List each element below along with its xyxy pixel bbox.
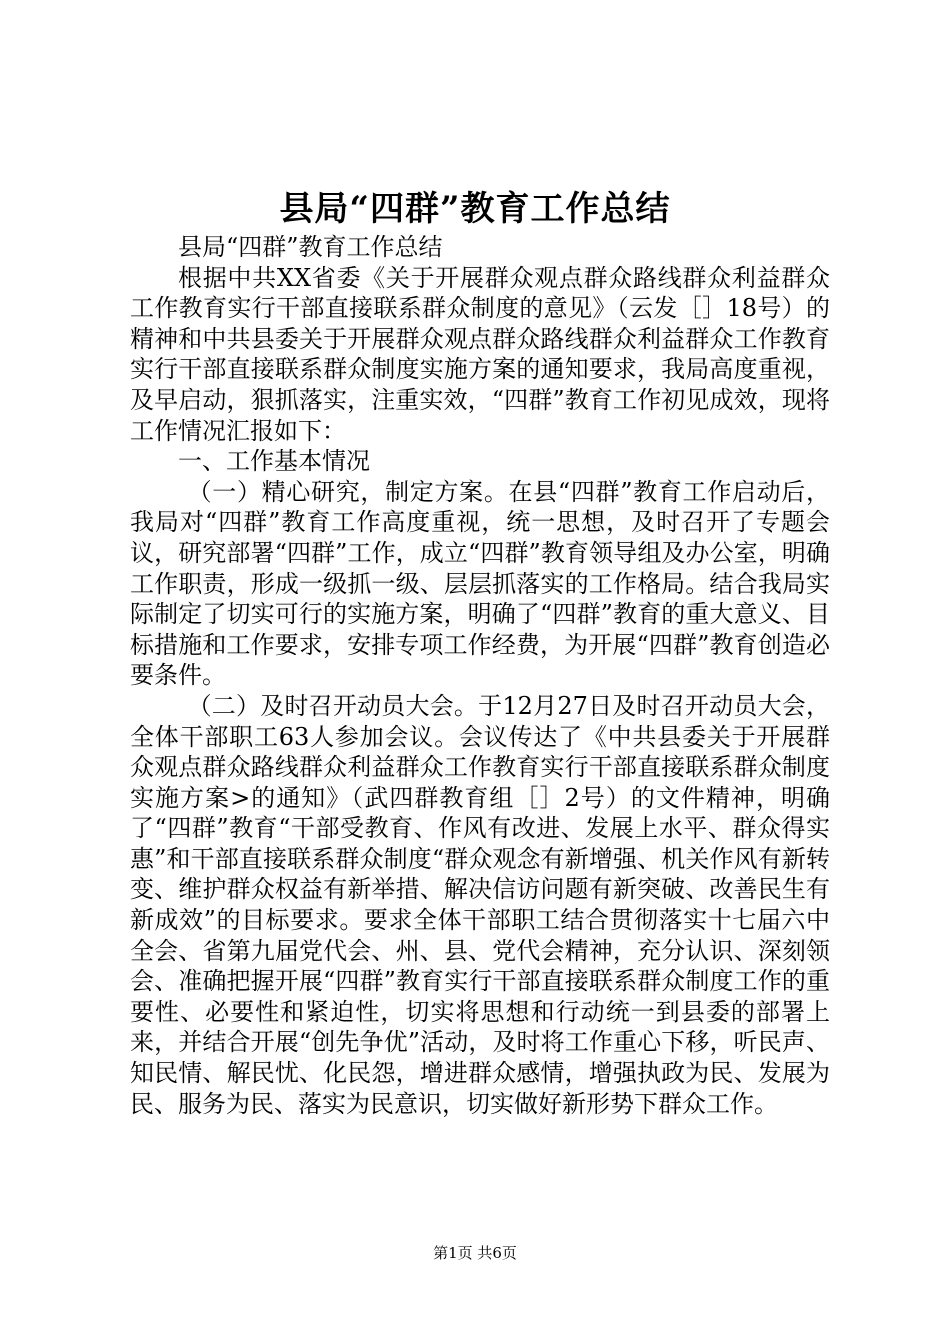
paragraph-item-2: （二）及时召开动员大会。于12月27日及时召开动员大会，全体干部职工63人参加会议。会议传达了《中共县委关于开展群众观点群众路线群众利益群众工作教育实行干部直接联系群众制度实施方案>的通知》（武四群教育组［］2号）的文件精神，明确了“四群”教育“干部受教育、作风有改进、发展上水平、群众得实惠”和干部直接联系群众制度“群众观念有新增强、机关作风有新转变、维护群众权益有新举措、解决信访问题有新突破、改善民生有新成效”的目标要求。要求全体干部职工结合贯彻落实十七届六中全会、省第九届党代会、州、县、党代会精神，充分认识、深刻领会、准确把握开展“四群”教育实行干部直接联系群众制度工作的重要性、必要性和紧迫性，切实将思想和行动统一到县委的部署上来，并结合开展“创先争优”活动，及时将工作重心下移，听民声、知民情、解民忧、化民怨，增进群众感情，增强执政为民、发展为民、服务为民、落实为民意识，切实做好新形势下群众工作。: [130, 691, 830, 1118]
document-body: [130, 232, 830, 1119]
intro-paragraph: 根据中共XX省委《关于开展群众观点群众路线群众利益群众工作教育实行干部直接联系群众制度的意见》（云发［］18号）的精神和中共县委关于开展群众观点群众路线群众利益群众工作教育实行干部直接联系群众制度实施方案的通知要求，我局高度重视，及早启动，狠抓落实，注重实效，“四群”教育工作初见成效，现将工作情况汇报如下：: [130, 263, 830, 445]
document-title: 县局“四群”教育工作总结: [279, 189, 671, 229]
subtitle-paragraph: 县局“四群”教育工作总结: [178, 233, 443, 261]
paragraph-item-1: （一）精心研究，制定方案。在县“四群”教育工作启动后，我局对“四群”教育工作高度重视，统一思想，及时召开了专题会议，研究部署“四群”工作，成立“四群”教育领导组及办公室，明确工作职责，形成一级抓一级、层层抓落实的工作格局。结合我局实际制定了切实可行的实施方案，明确了“四群”教育的重大意义、目标措施和工作要求，安排专项工作经费，为开展“四群”教育创造必要条件。: [130, 477, 830, 690]
section-heading: 一、工作基本情况: [178, 447, 370, 476]
page-number: 第1页 共6页: [433, 1244, 517, 1262]
